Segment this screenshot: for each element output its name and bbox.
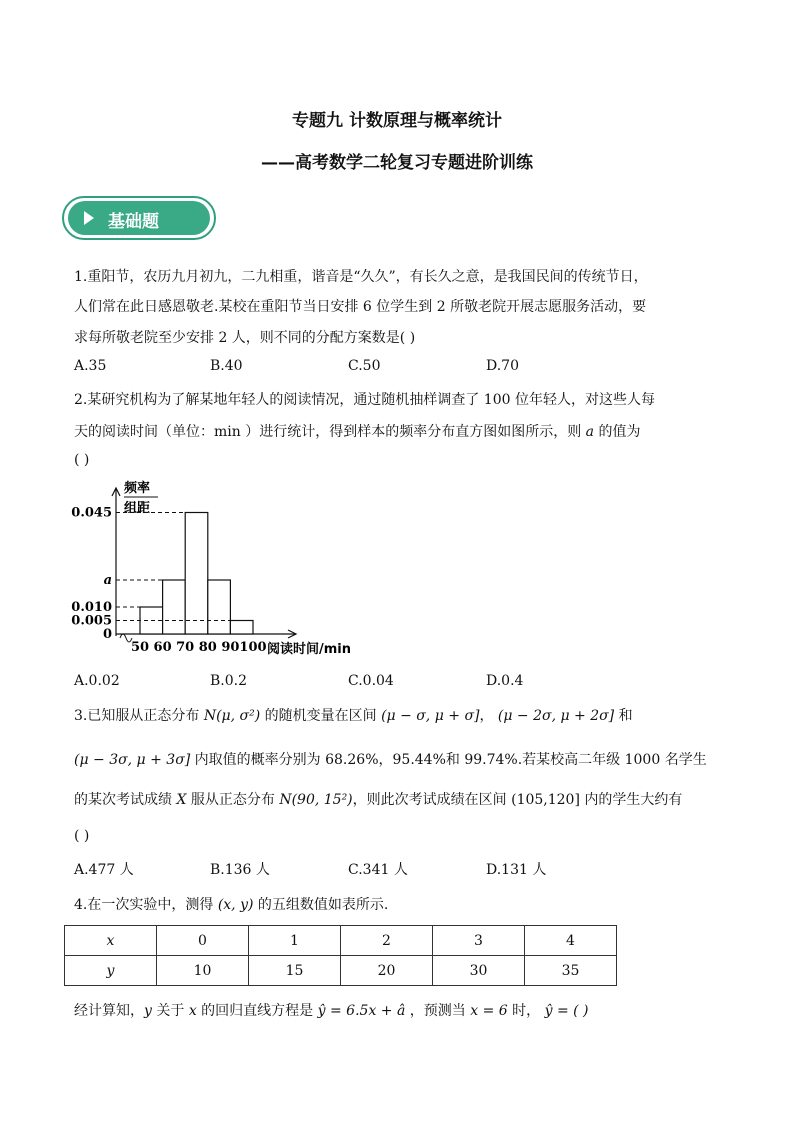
q3-option-c: C.341 人 <box>348 862 408 878</box>
q3-normal-dist-2: N(90, 15²) <box>279 792 353 808</box>
x-tick-label: 70 <box>176 640 195 655</box>
q3-normal-dist: N(μ, σ²) <box>203 708 261 724</box>
q2-option-b: B.0.2 <box>210 673 248 689</box>
q3-line-2 <box>74 749 707 769</box>
q4-condition: x = 6 <box>470 1003 508 1019</box>
x-tick-label: 100 <box>239 640 267 655</box>
q3-option-d: D.131 人 <box>486 862 547 878</box>
x-tick-label: 80 <box>198 640 217 655</box>
histogram-bar <box>185 513 208 635</box>
q4-pair: (x, y) <box>217 897 254 913</box>
q3-text-8: ，则此次考试成绩在区间 (105,120] 内的学生大约有 <box>352 792 683 808</box>
table-cell: 1 <box>249 926 341 956</box>
q4-line-2 <box>74 1000 589 1020</box>
q4-text-4: 关于 <box>151 1003 189 1019</box>
q1-line-3: 求每所敬老院至少安排 2 人，则不同的分配方案数是( ) <box>74 330 416 346</box>
q3-text-4: 和 <box>614 708 633 724</box>
q3-text-7: 服从正态分布 <box>186 792 280 808</box>
y-label-bottom: 组距 <box>124 501 151 516</box>
table-row <box>65 926 617 956</box>
play-triangle-icon <box>84 211 94 225</box>
y-tick-label: a <box>103 573 112 588</box>
section-badge <box>62 196 218 242</box>
q1-option-d: D.70 <box>486 358 519 374</box>
y-label-top: 频率 <box>124 481 151 496</box>
table-header-x: x <box>65 926 157 956</box>
q4-var-x: x <box>188 1003 197 1019</box>
document-subtitle: ——高考数学二轮复习专题进阶训练 <box>261 153 533 173</box>
y-tick-label: 0 <box>102 627 112 642</box>
chart-layer <box>71 480 351 657</box>
q3-option-a: A.477 人 <box>74 862 134 878</box>
badge-label: 基础题 <box>108 212 159 232</box>
q4-question: ŷ = ( ) <box>544 1003 589 1019</box>
q3-text-6: 的某次考试成绩 <box>74 792 177 808</box>
table-header-y: y <box>65 956 157 986</box>
q2-line-2-text: 天的阅读时间（单位：min ）进行统计，得到样本的频率分布直方图如图所示，则 <box>74 424 586 440</box>
q2-line-2-end: 的值为 <box>594 424 641 440</box>
q4-regression-eq: ŷ = 6.5x + â <box>317 1003 406 1019</box>
q3-var-x: X <box>176 792 187 808</box>
histogram-bar <box>208 580 231 634</box>
q3-line-3 <box>74 789 682 809</box>
table-cell: 2 <box>341 926 433 956</box>
badge-fill <box>68 201 210 235</box>
y-tick-label: 0.045 <box>71 505 112 521</box>
q3-line-1 <box>74 705 633 725</box>
x-tick-label: 90 <box>221 640 240 655</box>
q3-text-2: 的随机变量在区间 <box>260 708 382 724</box>
data-table <box>64 925 617 986</box>
q2-line-3: ( ) <box>74 452 90 468</box>
x-tick-label: 60 <box>153 640 172 655</box>
q2-line-2 <box>74 421 640 441</box>
q3-interval-1: (μ − σ, μ + σ] <box>381 708 480 724</box>
q2-line-1: 2.某研究机构为了解某地年轻人的阅读情况，通过随机抽样调查了 100 位年轻人，对这些人每 <box>74 392 655 408</box>
table-row <box>65 956 617 986</box>
x-tick-label: 50 <box>130 640 150 655</box>
table-cell: 3 <box>433 926 525 956</box>
q3-interval-2: (μ − 2σ, μ + 2σ] <box>497 708 615 724</box>
q1-option-a: A.35 <box>74 358 107 374</box>
q4-text-3: 经计算知， <box>74 1003 144 1019</box>
q3-text-1: 3.已知服从正态分布 <box>74 708 204 724</box>
y-tick-label: 0.005 <box>71 613 112 629</box>
q3-text-5: 内取值的概率分别为 68.26%，95.44%和 99.74%.若某校高二年级 1000 名学生 <box>190 752 707 768</box>
q4-text-6: ，预测当 <box>405 1003 471 1019</box>
q3-option-b: B.136 人 <box>210 862 270 878</box>
q4-var-y: y <box>144 1003 152 1019</box>
q3-line-4: ( ) <box>74 828 90 844</box>
histogram-bar <box>163 580 186 634</box>
y-tick-label: 0.010 <box>71 600 112 615</box>
table-cell: 20 <box>341 956 433 986</box>
table-cell: 35 <box>525 956 617 986</box>
frequency-histogram <box>60 476 360 666</box>
q4-line-1 <box>74 894 388 914</box>
table-cell: 4 <box>525 926 617 956</box>
q1-line-1: 1.重阳节，农历九月初九，二九相重，谐音是“久久”，有长久之意，是我国民间的传统节日， <box>74 269 648 285</box>
table-cell: 15 <box>249 956 341 986</box>
q4-text-2: 的五组数值如表所示. <box>253 897 389 913</box>
q3-text-3: ， <box>479 708 498 724</box>
q1-line-2: 人们常在此日感恩敬老.某校在重阳节当日安排 6 位学生到 2 所敬老院开展志愿服务活动，要 <box>74 299 647 315</box>
table-cell: 30 <box>433 956 525 986</box>
histogram-bar <box>230 621 253 635</box>
q3-interval-3: (μ − 3σ, μ + 3σ] <box>74 752 191 768</box>
document-title: 专题九 计数原理与概率统计 <box>292 111 502 131</box>
q2-option-c: C.0.04 <box>348 673 394 689</box>
table-cell: 10 <box>157 956 249 986</box>
q4-text-1: 4.在一次实验中，测得 <box>74 897 218 913</box>
q4-text-7: 时， <box>507 1003 545 1019</box>
q1-option-c: C.50 <box>348 358 381 374</box>
q1-option-b: B.40 <box>210 358 243 374</box>
q4-text-5: 的回归直线方程是 <box>196 1003 318 1019</box>
table-cell: 0 <box>157 926 249 956</box>
q2-option-d: D.0.4 <box>486 673 524 689</box>
q2-option-a: A.0.02 <box>74 673 120 689</box>
q2-var-a: a <box>585 424 595 440</box>
x-axis-label: 阅读时间/min <box>267 642 352 657</box>
